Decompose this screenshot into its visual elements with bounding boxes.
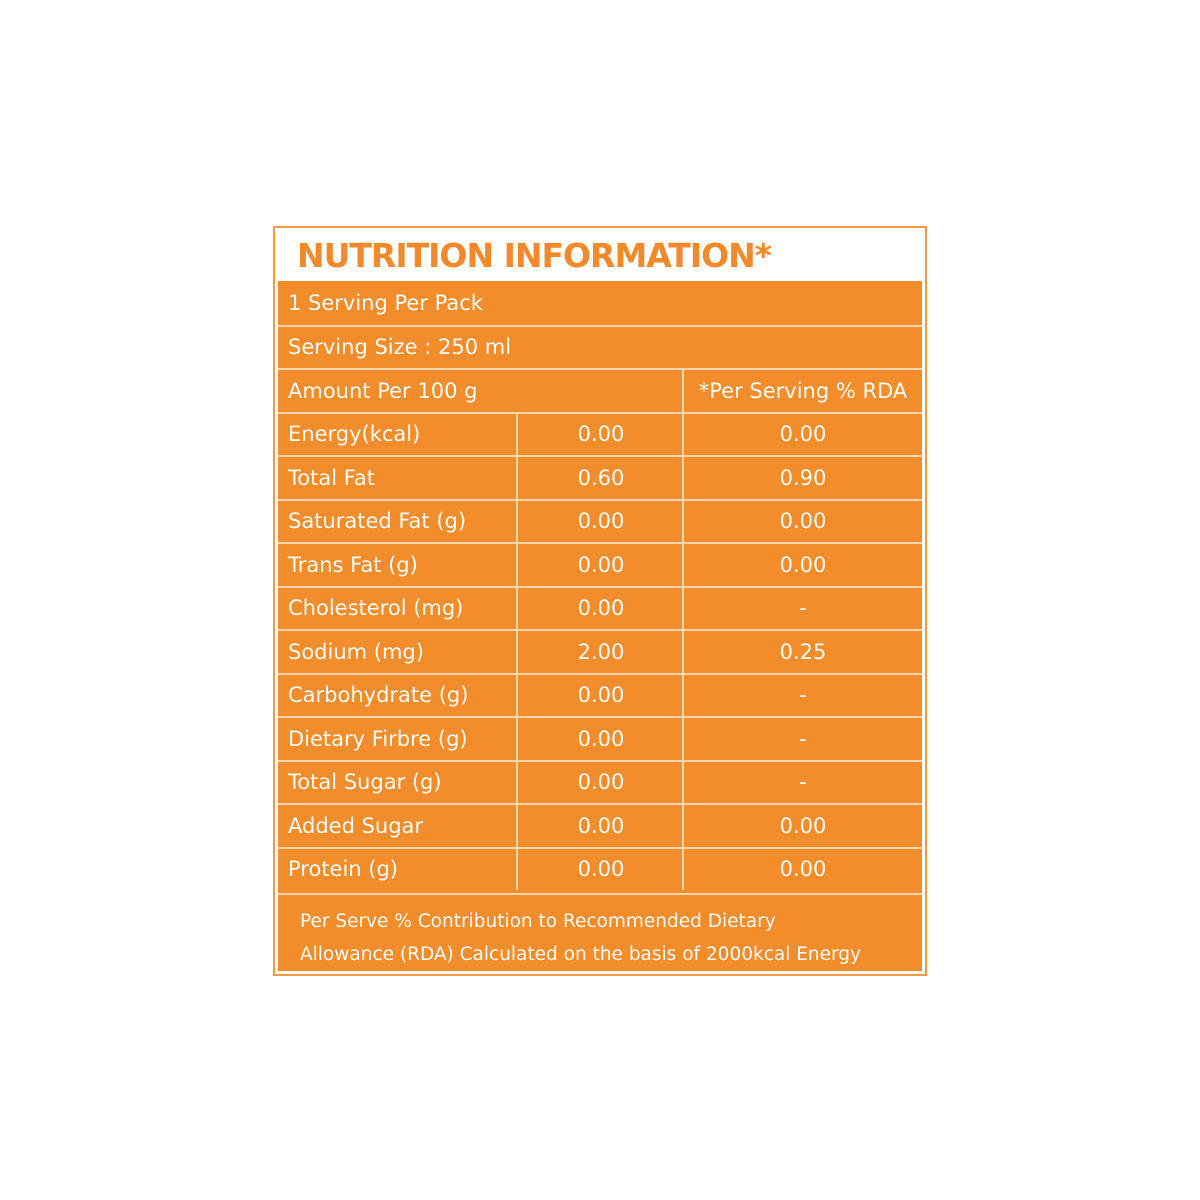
table-header-row — [278, 368, 922, 412]
nutrition-panel — [273, 226, 927, 976]
table-row — [278, 455, 922, 499]
nutrient-name: Trans Fat (g) — [288, 552, 418, 577]
nutrient-rda: 0.00 — [682, 544, 922, 586]
nutrient-rda: - — [682, 718, 922, 760]
table-row — [278, 542, 922, 586]
nutrient-rda: 0.90 — [682, 457, 922, 499]
servings-per-pack: 1 Serving Per Pack — [288, 290, 483, 315]
nutrient-name: Added Sugar — [288, 813, 424, 838]
nutrient-rda: 0.00 — [682, 501, 922, 543]
nutrient-rda: 0.00 — [682, 414, 922, 456]
table-row — [278, 716, 922, 760]
nutrient-rda: 0.25 — [682, 631, 922, 673]
nutrient-rda: - — [682, 762, 922, 804]
rda-footnote — [278, 893, 922, 971]
nutrient-name: Saturated Fat (g) — [288, 509, 467, 534]
nutrient-per-100g: 0.00 — [516, 588, 684, 630]
footnote-line-2: Allowance (RDA) Calculated on the basis of 2000kcal Energy — [300, 944, 861, 965]
table-row — [278, 412, 922, 456]
nutrient-per-100g: 0.60 — [516, 457, 684, 499]
serving-size: Serving Size : 250 ml — [288, 335, 512, 360]
nutrient-per-100g: 0.00 — [516, 805, 684, 847]
nutrient-name: Carbohydrate (g) — [288, 683, 469, 708]
nutrient-rda: 0.00 — [682, 805, 922, 847]
nutrient-rda: 0.00 — [682, 849, 922, 891]
nutrient-per-100g: 0.00 — [516, 414, 684, 456]
footnote-line-1: Per Serve % Contribution to Recommended Dietary — [300, 911, 776, 932]
nutrient-per-100g: 0.00 — [516, 544, 684, 586]
rda-header: *Per Serving % RDA — [682, 370, 922, 412]
table-row — [278, 586, 922, 630]
nutrient-name: Dietary Firbre (g) — [288, 726, 468, 751]
nutrient-rda: - — [682, 588, 922, 630]
nutrient-name: Total Sugar (g) — [288, 770, 442, 795]
table-row — [278, 499, 922, 543]
nutrient-name: Energy(kcal) — [288, 422, 421, 447]
nutrient-name: Total Fat — [288, 465, 375, 490]
table-row — [278, 803, 922, 847]
nutrient-per-100g: 0.00 — [516, 718, 684, 760]
table-row — [278, 629, 922, 673]
nutrition-table — [278, 281, 922, 971]
nutrient-name: Protein (g) — [288, 857, 399, 882]
table-row — [278, 760, 922, 804]
serving-size-row — [278, 325, 922, 369]
page-title: NUTRITION INFORMATION* — [297, 236, 771, 275]
nutrient-name: Cholesterol (mg) — [288, 596, 464, 621]
amount-header: Amount Per 100 g — [288, 378, 478, 403]
servings-row — [278, 281, 922, 325]
table-row — [278, 847, 922, 891]
nutrient-name: Sodium (mg) — [288, 639, 424, 664]
nutrient-per-100g: 0.00 — [516, 501, 684, 543]
nutrient-per-100g: 0.00 — [516, 762, 684, 804]
nutrient-per-100g: 0.00 — [516, 849, 684, 891]
nutrient-rda: - — [682, 675, 922, 717]
nutrient-per-100g: 0.00 — [516, 675, 684, 717]
table-row — [278, 673, 922, 717]
nutrient-per-100g: 2.00 — [516, 631, 684, 673]
